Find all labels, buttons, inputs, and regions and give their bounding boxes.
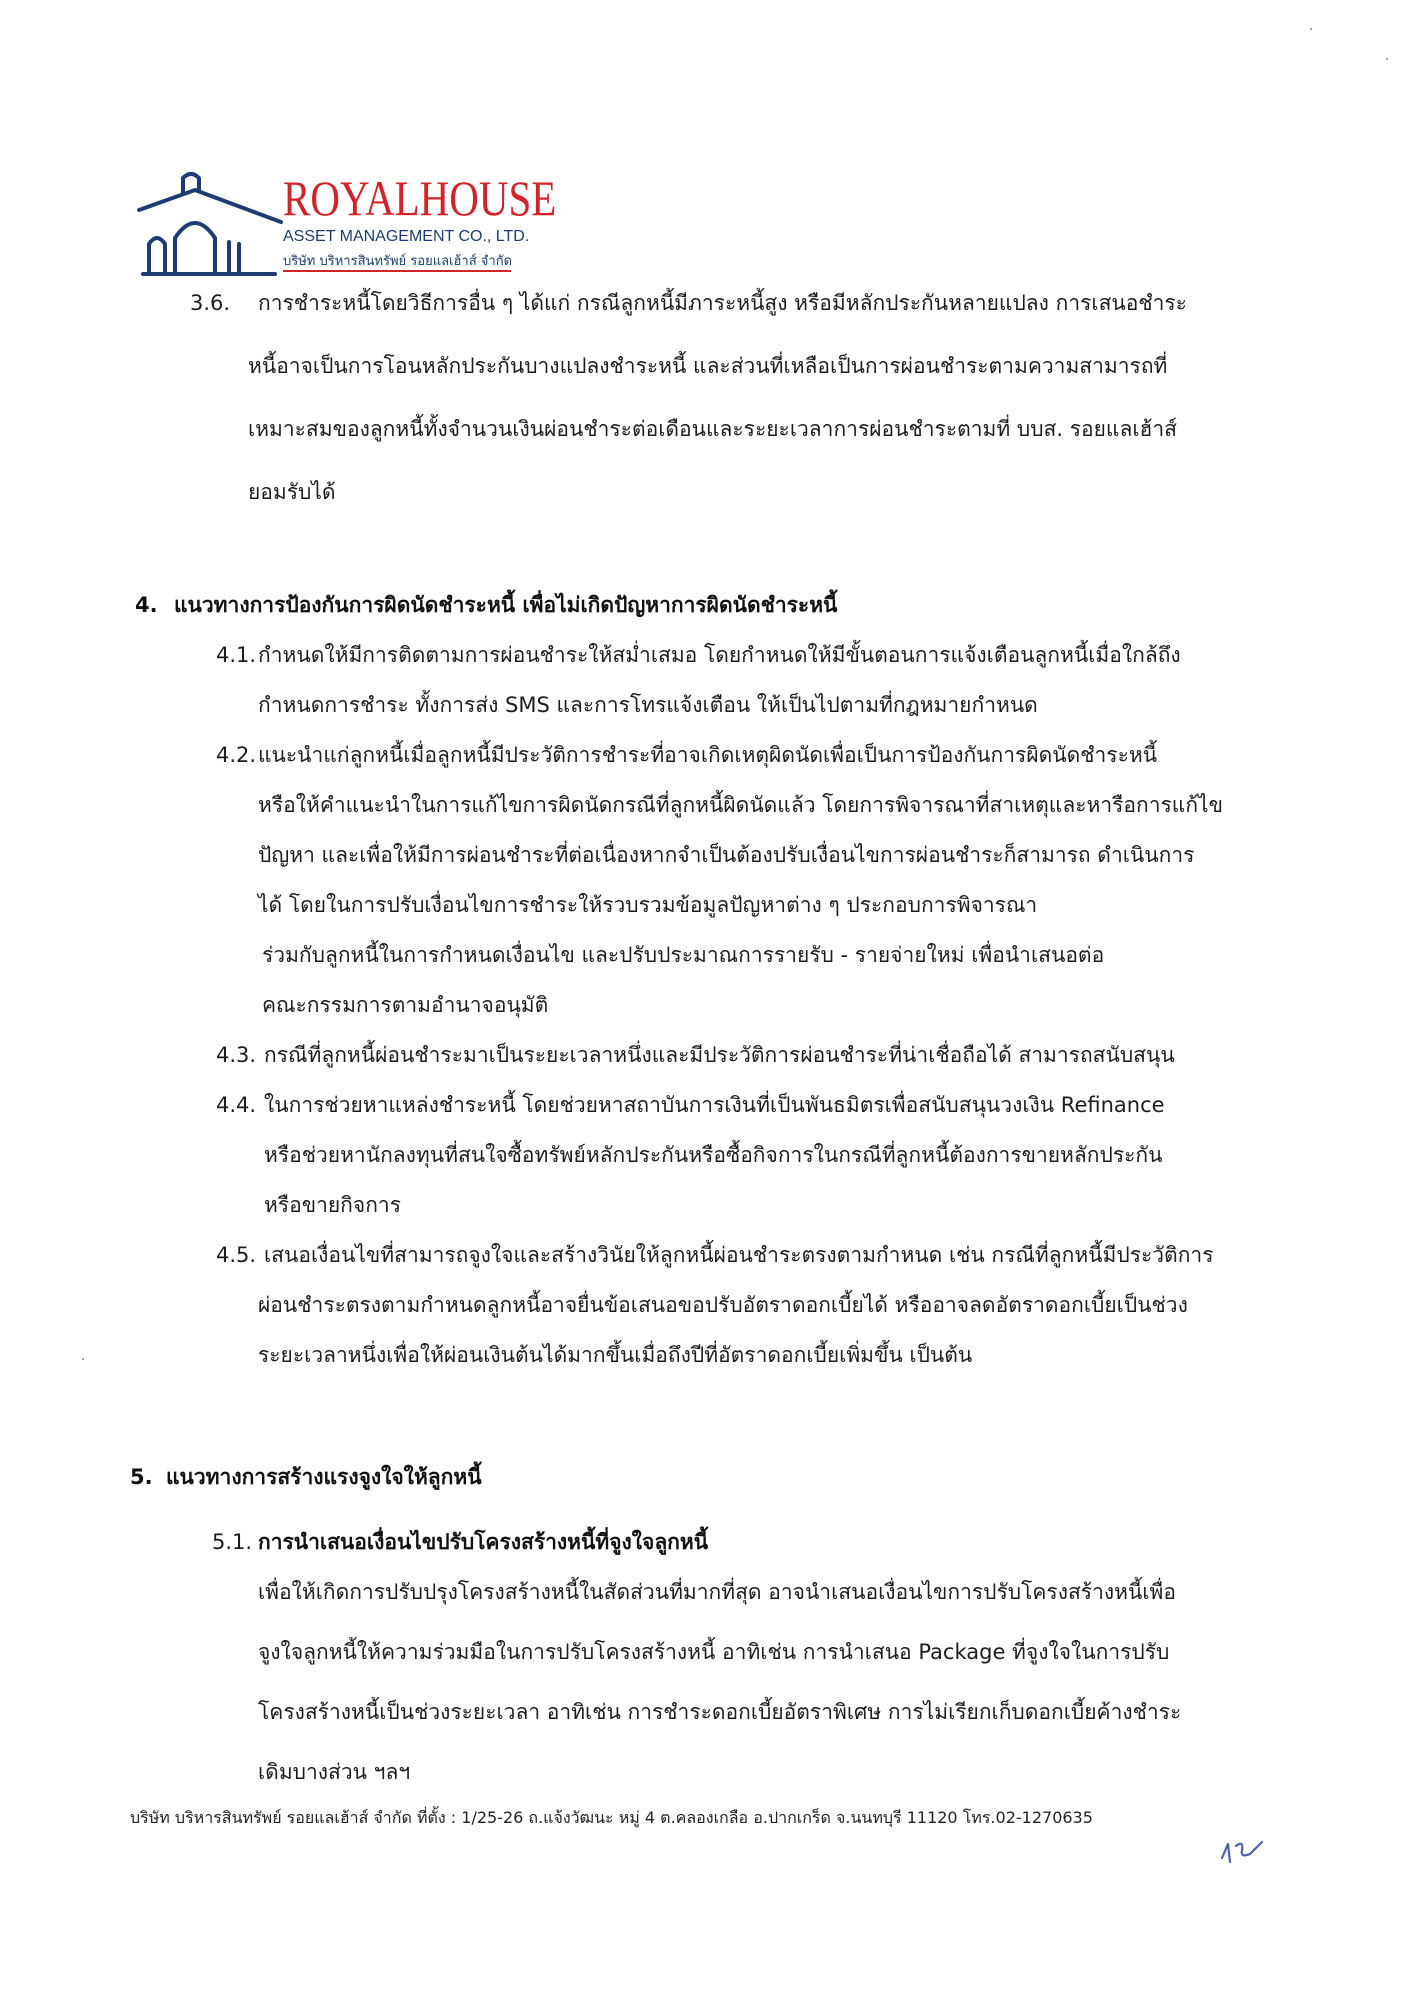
scan-speck: [1310, 28, 1312, 30]
item-number: 4.4.: [216, 1093, 257, 1117]
paragraph-line: คณะกรรมการตามอำนาจอนุมัติ: [262, 993, 549, 1017]
item-number: 4.2.: [216, 743, 257, 767]
subsection-title: การนำเสนอเงื่อนไขปรับโครงสร้างหนี้ที่จูงใจลูกหนี้: [258, 1530, 709, 1554]
section-title: แนวทางการป้องกันการผิดนัดชำระหนี้ เพื่อไม่เกิดปัญหาการผิดนัดชำระหนี้: [174, 593, 838, 617]
paragraph-line: กรณีที่ลูกหนี้ผ่อนชำระมาเป็นระยะเวลาหนึ่งและมีประวัติการผ่อนชำระที่น่าเชื่อถือได้ สามารถสนับสนุน: [264, 1043, 1175, 1067]
paragraph-line: หนี้อาจเป็นการโอนหลักประกันบางแปลงชำระหนี้ และส่วนที่เหลือเป็นการผ่อนชำระตามความสามารถที่: [248, 354, 1168, 378]
item-number: 4.1.: [216, 643, 257, 667]
logo-underline: [283, 270, 511, 272]
paragraph-line: หรือขายกิจการ: [264, 1193, 401, 1217]
paragraph-line: หรือให้คำแนะนำในการแก้ไขการผิดนัดกรณีที่ลูกหนี้ผิดนัดแล้ว โดยการพิจารณาที่สาเหตุและหารือการแก้ไข: [258, 793, 1223, 817]
section-number: 4.: [135, 593, 158, 617]
scan-speck: [1386, 58, 1388, 60]
item-number: 3.6.: [190, 291, 231, 315]
company-name-thai: บริษัท บริหารสินทรัพย์ รอยแลเฮ้าส์ จำกัด: [283, 254, 513, 269]
paragraph-line: เพื่อให้เกิดการปรับปรุงโครงสร้างหนี้ในสัดส่วนที่มากที่สุด อาจนำเสนอเงื่อนไขการปรับโครงสร้างหนี้เพื่อ: [258, 1580, 1176, 1604]
brand-name: ROYALHOUSE: [283, 170, 557, 226]
footer-address: บริษัท บริหารสินทรัพย์ รอยแลเฮ้าส์ จำกัด ที่ตั้ง : 1/25-26 ถ.แจ้งวัฒนะ หมู่ 4 ต.คลองเกลือ อ.ปากเกร็ด จ.นนทบุรี 11120 โทร.02-1270635: [130, 1808, 1093, 1827]
paragraph-line: ในการช่วยหาแหล่งชำระหนี้ โดยช่วยหาสถาบันการเงินที่เป็นพันธมิตรเพื่อสนับสนุนวงเงิน Refinance: [264, 1093, 1165, 1117]
paragraph-line: ปัญหา และเพื่อให้มีการผ่อนชำระที่ต่อเนื่องหากจำเป็นต้องปรับเงื่อนไขการผ่อนชำระก็สามารถ ดำเนินการ: [258, 843, 1195, 867]
paragraph-line: โครงสร้างหนี้เป็นช่วงระยะเวลา อาทิเช่น การชำระดอกเบี้ยอัตราพิเศษ การไม่เรียกเก็บดอกเบี้ยค้างชำระ: [258, 1700, 1182, 1724]
paragraph-line: เหมาะสมของลูกหนี้ทั้งจำนวนเงินผ่อนชำระต่อเดือนและระยะเวลาการผ่อนชำระตามที่ บบส. รอยแลเฮ้าส์: [248, 417, 1177, 441]
item-number: 4.3.: [216, 1043, 257, 1067]
company-name-english: ASSET MANAGEMENT CO., LTD.: [283, 228, 530, 245]
handwritten-page-mark-icon: [1218, 1836, 1268, 1870]
paragraph-line: การชำระหนี้โดยวิธีการอื่น ๆ ได้แก่ กรณีลูกหนี้มีภาระหนี้สูง หรือมีหลักประกันหลายแปลง การเสนอชำระ: [258, 291, 1187, 315]
paragraph-line: เดิมบางส่วน ฯลฯ: [258, 1760, 411, 1784]
section-title: แนวทางการสร้างแรงจูงใจให้ลูกหนี้: [166, 1465, 482, 1489]
item-number: 5.1.: [212, 1530, 253, 1554]
paragraph-line: ระยะเวลาหนึ่งเพื่อให้ผ่อนเงินต้นได้มากขึ้นเมื่อถึงปีที่อัตราดอกเบี้ยเพิ่มขึ้น เป็นต้น: [258, 1343, 973, 1367]
paragraph-line: ผ่อนชำระตรงตามกำหนดลูกหนี้อาจยื่นข้อเสนอขอปรับอัตราดอกเบี้ยได้ หรืออาจลดอัตราดอกเบี้ยเป็นช่วง: [258, 1293, 1188, 1317]
royalhouse-house-icon: [135, 168, 285, 278]
scan-speck: [82, 1358, 84, 1360]
paragraph-line: หรือช่วยหานักลงทุนที่สนใจซื้อทรัพย์หลักประกันหรือซื้อกิจการในกรณีที่ลูกหนี้ต้องการขายหลักประกัน: [264, 1143, 1163, 1167]
paragraph-line: ได้ โดยในการปรับเงื่อนไขการชำระให้รวบรวมข้อมูลปัญหาต่าง ๆ ประกอบการพิจารณา: [258, 893, 1038, 917]
company-logo: [135, 168, 555, 280]
paragraph-line: เสนอเงื่อนไขที่สามารถจูงใจและสร้างวินัยให้ลูกหนี้ผ่อนชำระตรงตามกำหนด เช่น กรณีที่ลูกหนี้มีประวัติการ: [264, 1243, 1214, 1267]
paragraph-line: ร่วมกับลูกหนี้ในการกำหนดเงื่อนไข และปรับประมาณการรายรับ - รายจ่ายใหม่ เพื่อนำเสนอต่อ: [262, 943, 1105, 967]
paragraph-line: จูงใจลูกหนี้ให้ความร่วมมือในการปรับโครงสร้างหนี้ อาทิเช่น การนำเสนอ Package ที่จูงใจในการปรับ: [258, 1640, 1170, 1664]
paragraph-line: กำหนดให้มีการติดตามการผ่อนชำระให้สม่ำเสมอ โดยกำหนดให้มีขั้นตอนการแจ้งเตือนลูกหนี้เมื่อใกล้ถึง: [258, 643, 1181, 667]
item-number: 4.5.: [216, 1243, 257, 1267]
paragraph-line: ยอมรับได้: [248, 480, 336, 504]
paragraph-line: แนะนำแก่ลูกหนี้เมื่อลูกหนี้มีประวัติการชำระที่อาจเกิดเหตุผิดนัดเพื่อเป็นการป้องกันการผิดนัดชำระหนี้: [258, 743, 1158, 767]
section-number: 5.: [130, 1465, 153, 1489]
paragraph-line: กำหนดการชำระ ทั้งการส่ง SMS และการโทรแจ้งเตือน ให้เป็นไปตามที่กฎหมายกำหนด: [258, 693, 1038, 717]
